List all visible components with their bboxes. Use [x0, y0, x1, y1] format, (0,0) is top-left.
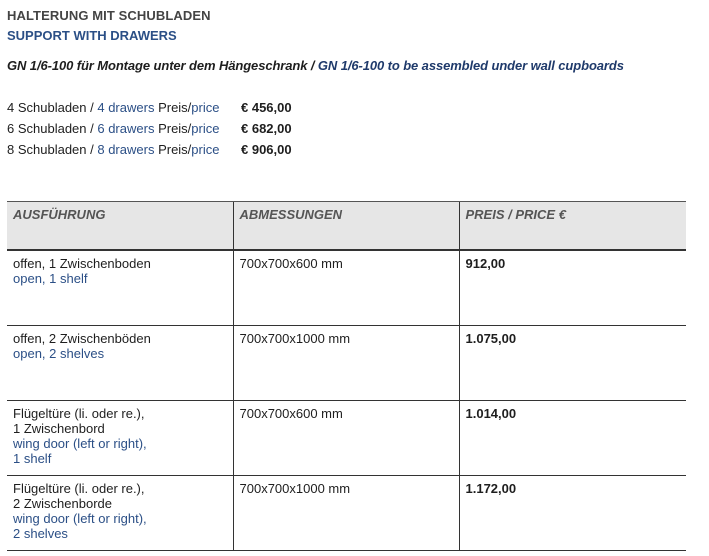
header-ausfuehrung: AUSFÜHRUNG: [7, 202, 233, 251]
table-row: [7, 326, 686, 401]
description-en: wing door (left or right),: [13, 511, 147, 526]
drawer-price-value: € 682,00: [241, 121, 292, 136]
header-abmessungen: ABMESSUNGEN: [233, 202, 459, 251]
description-en: open, 1 shelf: [13, 271, 88, 286]
description-de: Flügeltüre (li. oder re.),: [13, 406, 145, 421]
spec-table: [7, 201, 686, 551]
cell-description: [7, 476, 233, 551]
price-label-en: price: [191, 121, 220, 136]
drawer-price-value: € 456,00: [241, 100, 292, 115]
subtitle-en: GN 1/6-100 to be assembled under wall cupboards: [317, 58, 624, 73]
cell-description: [7, 326, 233, 401]
description-de: 1 Zwischenbord: [13, 421, 105, 436]
drawer-price-value: € 906,00: [241, 142, 292, 157]
description-en: open, 2 shelves: [13, 346, 105, 361]
drawer-count-de: 6 Schubladen /: [7, 121, 94, 136]
description-de: Flügeltüre (li. oder re.),: [13, 481, 145, 496]
cell-price: 1.075,00: [459, 326, 686, 401]
price-label-de: Preis/: [158, 142, 192, 157]
title-en: SUPPORT WITH DRAWERS: [7, 28, 177, 43]
cell-price: 1.014,00: [459, 401, 686, 476]
description-de: 2 Zwischenborde: [13, 496, 112, 511]
cell-dimensions: 700x700x1000 mm: [233, 326, 459, 401]
table-row: [7, 401, 686, 476]
description-en: 1 shelf: [13, 451, 52, 466]
cell-dimensions: 700x700x600 mm: [233, 250, 459, 326]
drawer-count-en: 8 drawers: [97, 142, 155, 157]
price-label-de: Preis/: [158, 121, 192, 136]
cell-description: [7, 401, 233, 476]
subtitle: [7, 58, 624, 73]
price-label-en: price: [191, 142, 220, 157]
cell-price: 912,00: [459, 250, 686, 326]
description-en: wing door (left or right),: [13, 436, 147, 451]
header-price: PREIS / PRICE €: [459, 202, 686, 251]
table-row: [7, 250, 686, 326]
title-de: HALTERUNG MIT SCHUBLADEN: [7, 8, 211, 23]
drawer-price-line: [7, 121, 292, 136]
description-en: 2 shelves: [13, 526, 68, 541]
cell-price: 1.172,00: [459, 476, 686, 551]
price-label-en: price: [191, 100, 220, 115]
description-de: offen, 1 Zwischenboden: [13, 256, 151, 271]
table-header-row: [7, 202, 686, 251]
cell-dimensions: 700x700x600 mm: [233, 401, 459, 476]
drawer-price-line: [7, 142, 292, 157]
drawer-count-en: 6 drawers: [97, 121, 155, 136]
table-row: [7, 476, 686, 551]
price-label-de: Preis/: [158, 100, 192, 115]
drawer-count-de: 4 Schubladen /: [7, 100, 94, 115]
drawer-count-de: 8 Schubladen /: [7, 142, 94, 157]
drawer-price-line: [7, 100, 292, 115]
subtitle-de: GN 1/6-100 für Montage unter dem Hängeschrank /: [7, 58, 315, 73]
description-de: offen, 2 Zwischenböden: [13, 331, 151, 346]
cell-description: [7, 250, 233, 326]
drawer-count-en: 4 drawers: [97, 100, 155, 115]
cell-dimensions: 700x700x1000 mm: [233, 476, 459, 551]
